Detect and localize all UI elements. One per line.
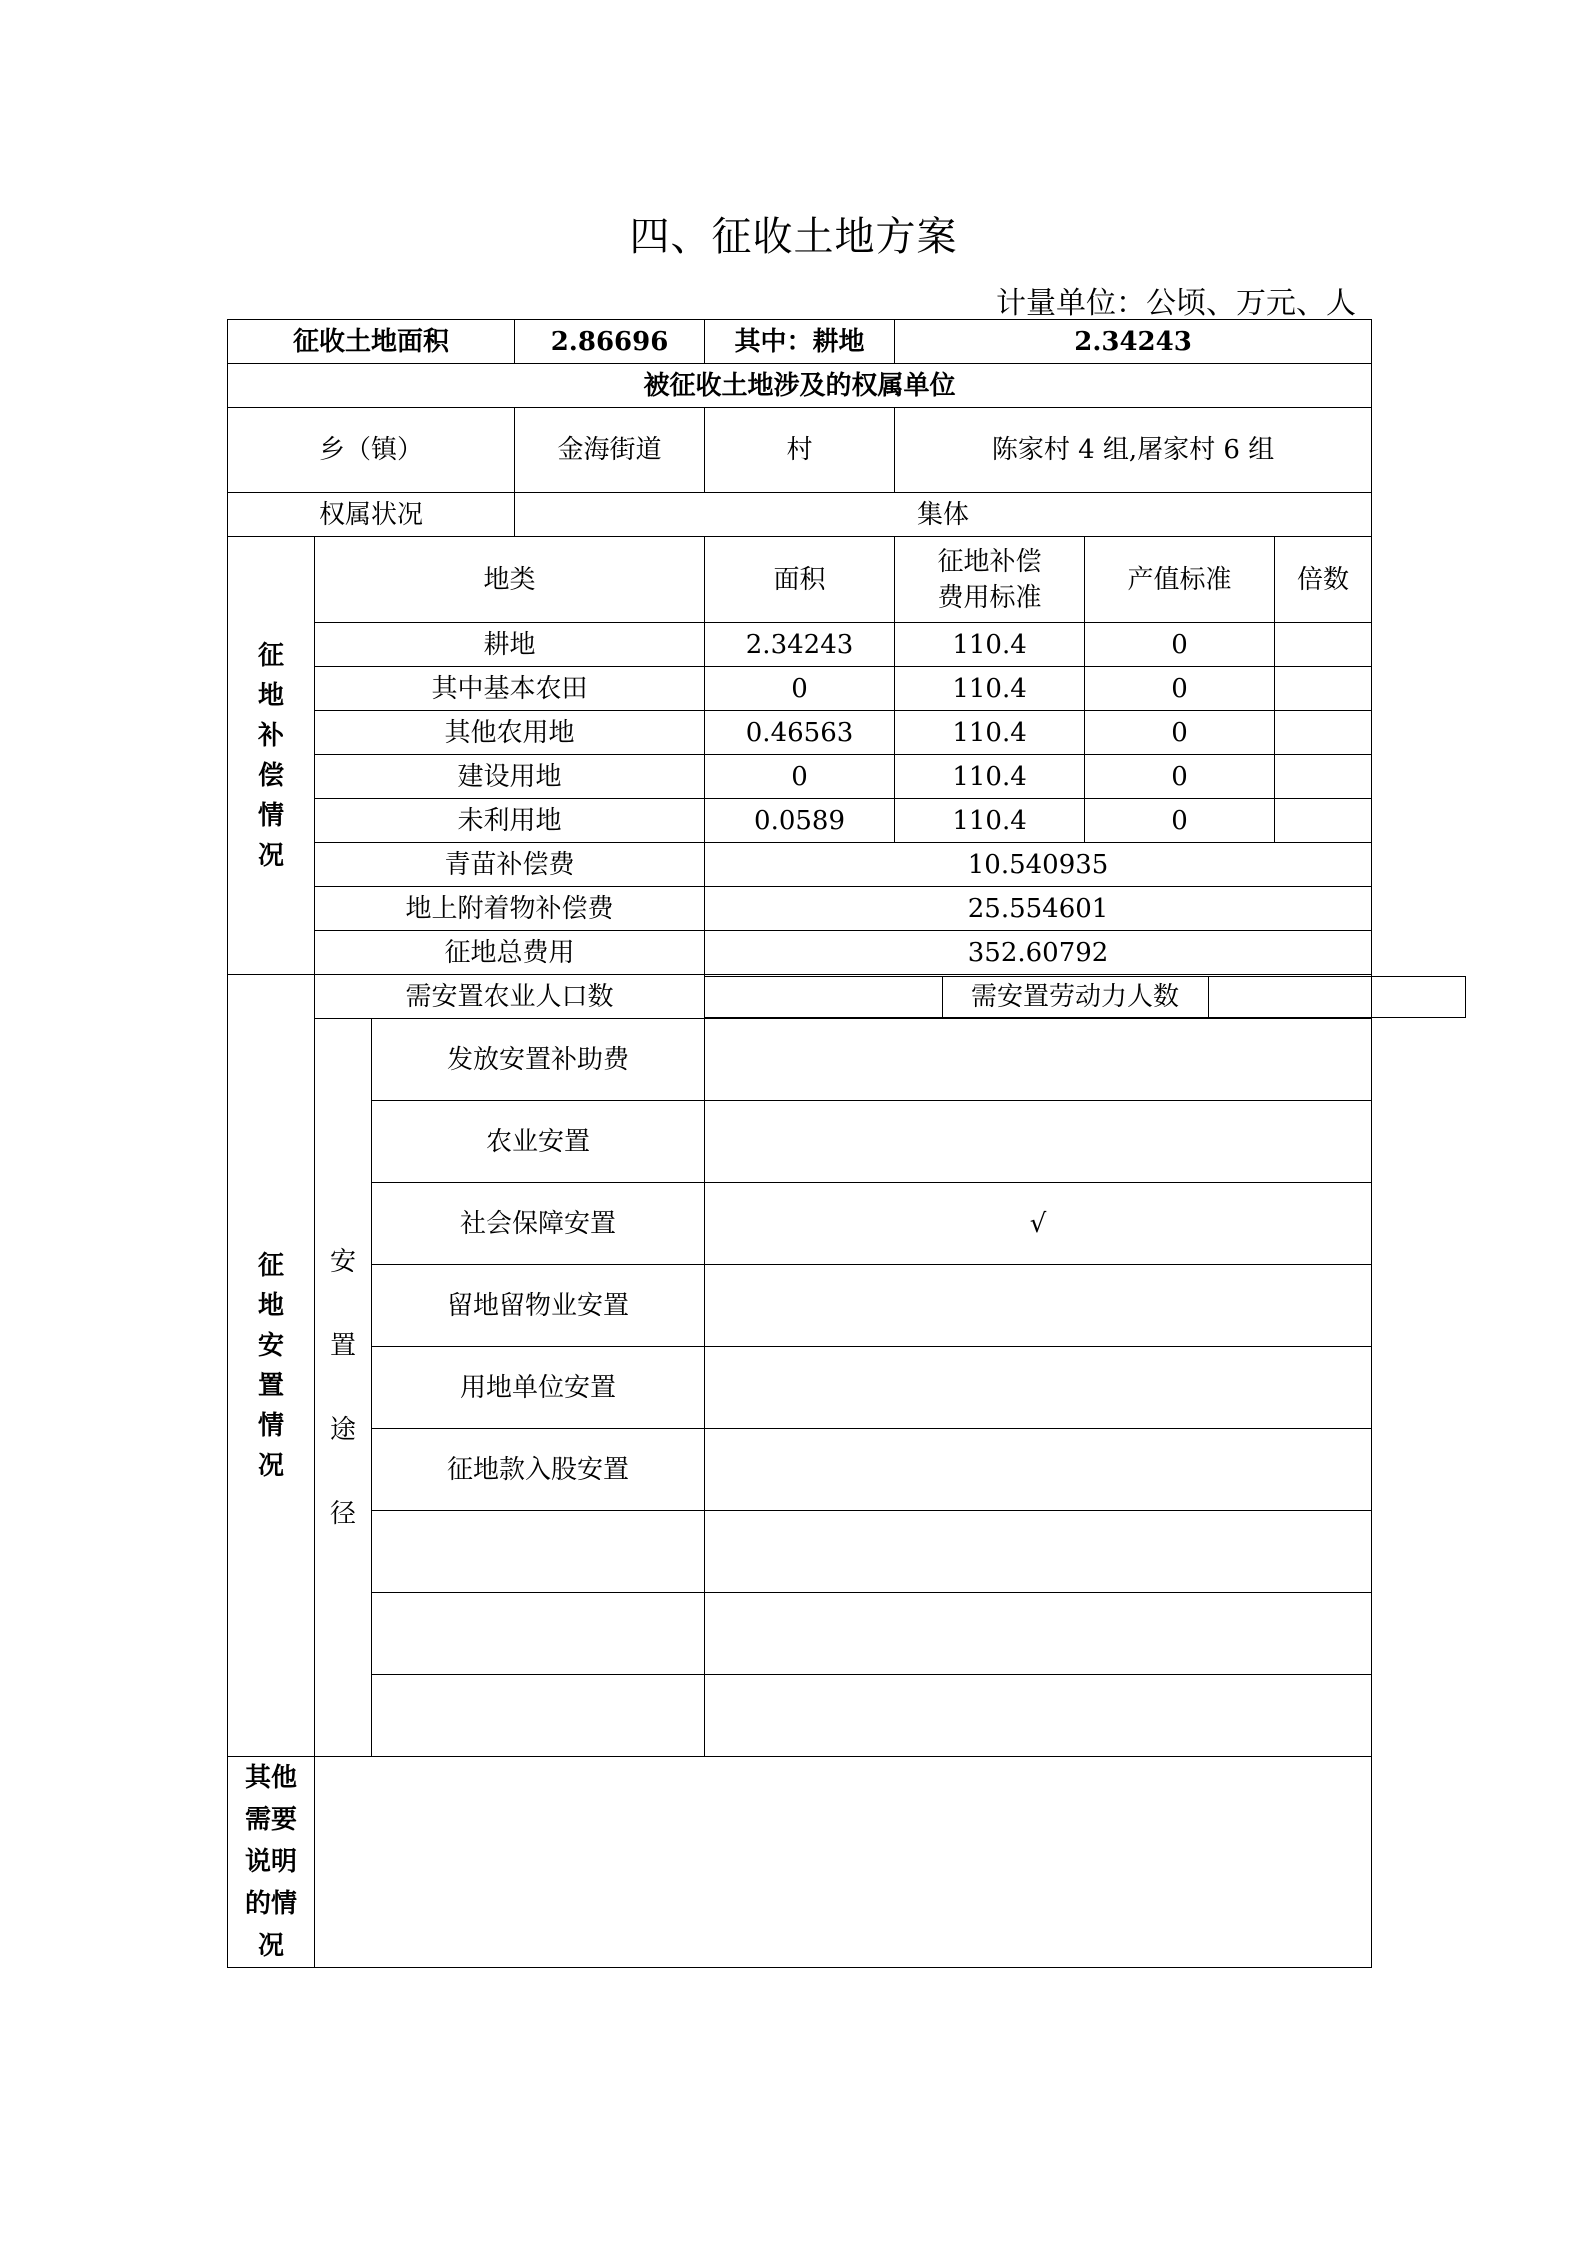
population-inner-table [705,976,1466,1018]
farmland-label: 其中：耕地 [705,320,895,364]
ownership-status-label: 权属状况 [228,493,515,537]
route-value [705,1511,1372,1593]
agri-population-label: 需安置农业人口数 [315,975,705,1019]
route-name [372,1511,705,1593]
seedling-value: 10.540935 [705,843,1372,887]
total-cost-label: 征地总费用 [315,931,705,975]
compensation-side-label: 征 地 补 偿 情 况 [228,537,315,975]
seedling-label: 青苗补偿费 [315,843,705,887]
route-value [705,1265,1372,1347]
column-header-land-type: 地类 [315,537,705,623]
measurement-unit: 计量单位：公顷、万元、人 [996,286,1356,321]
area-label: 征收土地面积 [228,320,515,364]
attachment-label: 地上附着物补偿费 [315,887,705,931]
remarks-label: 其他 需要 说明 的情 况 [228,1757,315,1968]
route-value [705,1101,1372,1183]
population-cell [705,975,1372,1019]
route-name: 用地单位安置 [372,1347,705,1429]
table-row: 建设用地 0 110.4 0 [228,755,1372,799]
township-label: 乡（镇） [228,408,515,493]
route-name: 征地款入股安置 [372,1429,705,1511]
route-value [705,1019,1372,1101]
table-row: 其中基本农田 0 110.4 0 [228,667,1372,711]
route-value [705,1429,1372,1511]
column-header-area: 面积 [705,537,895,623]
route-name [372,1593,705,1675]
farmland-value: 2.34243 [895,320,1372,364]
route-value [705,1675,1372,1757]
ownership-status-value: 集体 [515,493,1372,537]
total-cost-value: 352.60792 [705,931,1372,975]
page-title: 四、征收土地方案 [629,214,958,260]
village-value: 陈家村 4 组,屠家村 6 组 [895,408,1372,493]
route-side-label: 安 置 途 径 [315,1019,372,1757]
attachment-value: 25.554601 [705,887,1372,931]
village-label: 村 [705,408,895,493]
labor-count-value [1208,976,1465,1017]
column-header-standard: 征地补偿费用标准 [895,537,1085,623]
area-value: 2.86696 [515,320,705,364]
labor-count-label: 需安置劳动力人数 [942,976,1208,1017]
route-name: 社会保障安置 [372,1183,705,1265]
table-row: 其他农用地 0.46563 110.4 0 [228,711,1372,755]
route-value: √ [705,1183,1372,1265]
agri-population-value [705,976,942,1017]
land-expropriation-table [227,319,1372,1968]
route-name [372,1675,705,1757]
table-row: 未利用地 0.0589 110.4 0 [228,799,1372,843]
route-name: 留地留物业安置 [372,1265,705,1347]
township-value: 金海街道 [515,408,705,493]
route-name: 发放安置补助费 [372,1019,705,1101]
table-row: 耕地 2.34243 110.4 0 [228,623,1372,667]
route-name: 农业安置 [372,1101,705,1183]
route-value [705,1593,1372,1675]
ownership-section-title: 被征收土地涉及的权属单位 [228,364,1372,408]
remarks-value [315,1757,1372,1968]
column-header-output: 产值标准 [1085,537,1275,623]
route-value [705,1347,1372,1429]
resettlement-side-label: 征 地 安 置 情 况 [228,975,315,1757]
column-header-multiple: 倍数 [1275,537,1372,623]
